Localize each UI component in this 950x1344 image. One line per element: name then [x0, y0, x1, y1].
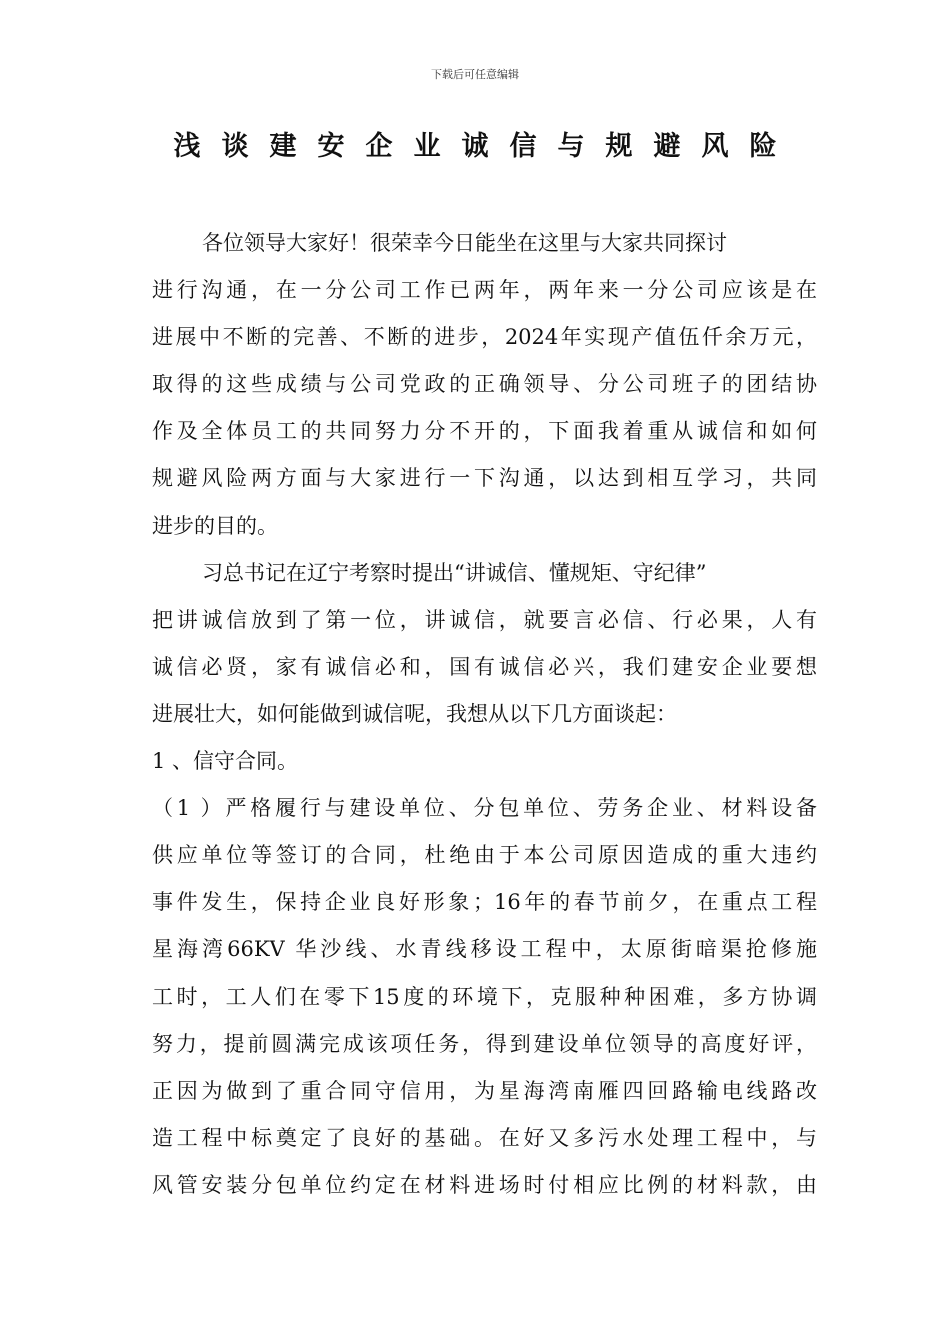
header-note: 下载后可任意编辑: [431, 68, 519, 81]
paragraph-line: 风管安装分包单位约定在材料进场时付相应比例的材料款，由: [152, 1172, 817, 1197]
paragraph-line: 事件发生，保持企业良好形象；16年的春节前夕，在重点工程: [152, 890, 817, 915]
paragraph-line: （1 ）严格履行与建设单位、分包单位、劳务企业、材料设备: [152, 796, 817, 821]
paragraph-line: 星海湾66KV 华沙线、水青线移设工程中，太原街暗渠抢修施: [152, 937, 817, 962]
paragraph-line: 诚信必贤，家有诚信必和，国有诚信必兴，我们建安企业要想: [152, 654, 817, 679]
paragraph-line: 习总书记在辽宁考察时提出“讲诚信、懂规矩、守纪律”: [202, 560, 707, 585]
paragraph-line: 进行沟通，在一分公司工作已两年，两年来一分公司应该是在: [152, 278, 817, 303]
paragraph-line: 作及全体员工的共同努力分不开的，下面我着重从诚信和如何: [152, 419, 817, 444]
section-heading: 1 、信守合同。: [152, 749, 299, 774]
paragraph-line: 供应单位等签订的合同，杜绝由于本公司原因造成的重大违约: [152, 843, 817, 868]
paragraph-line: 工时，工人们在零下15度的环境下，克服种种困难，多方协调: [152, 984, 817, 1009]
paragraph-line: 各位领导大家好！很荣幸今日能坐在这里与大家共同探讨: [202, 231, 727, 255]
document-title: 浅谈建安企业诚信与规避风险: [173, 131, 798, 162]
paragraph-line: 努力，提前圆满完成该项任务，得到建设单位领导的高度好评，: [152, 1031, 817, 1056]
paragraph-line: 正因为做到了重合同守信用，为星海湾南雁四回路输电线路改: [152, 1078, 817, 1103]
paragraph-line: 把讲诚信放到了第一位，讲诚信，就要言必信、行必果，人有: [152, 607, 817, 632]
paragraph-line: 进展中不断的完善、不断的进步，2024年实现产值伍仟余万元，: [152, 325, 817, 350]
paragraph-line: 取得的这些成绩与公司党政的正确领导、分公司班子的团结协: [152, 372, 817, 397]
document-body: [152, 220, 817, 1209]
paragraph-line: 造工程中标奠定了良好的基础。在好又多污水处理工程中，与: [152, 1125, 817, 1150]
paragraph-line: 进展壮大，如何能做到诚信呢，我想从以下几方面谈起：: [152, 701, 677, 726]
paragraph-line: 规避风险两方面与大家进行一下沟通，以达到相互学习，共同: [152, 466, 817, 491]
paragraph-line: 进步的目的。: [152, 513, 278, 538]
